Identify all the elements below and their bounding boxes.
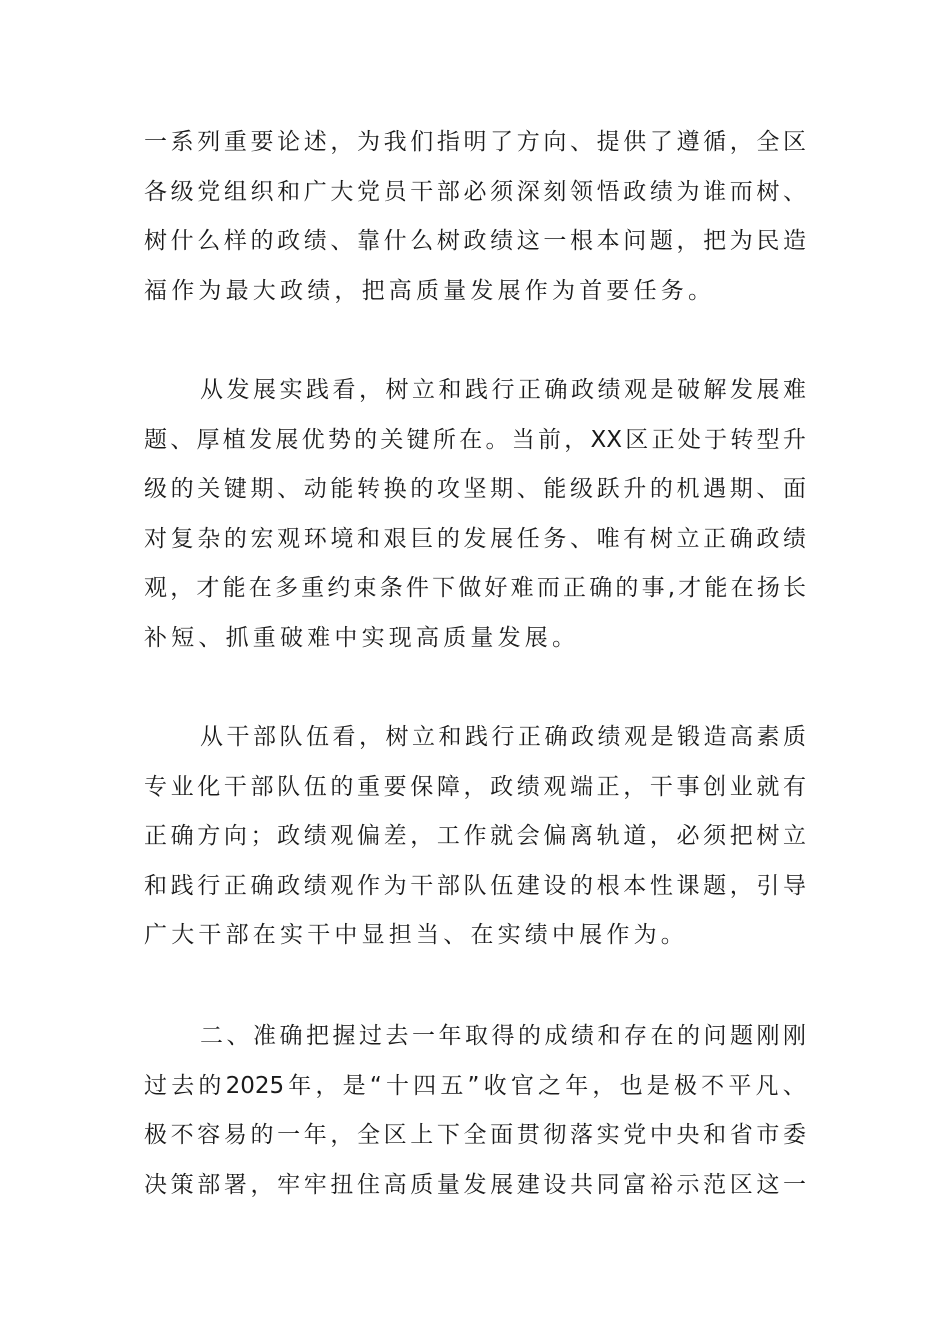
text-line: 级 的 关 键 期 、 动 能 转 换 的 攻 坚 期 、 能 级 跃 升 的 机 遇 期 、 面 [144,476,806,502]
text-line: 各 级 党 组 织 和 广 大 党 员 干 部 必 须 深 刻 领 悟 政 绩 为 谁 而 树 、 [144,178,806,205]
paragraph-1 [144,118,806,316]
text-line: 决 策 部 署 ， 牢 牢 扭 住 高 质 量 发 展 建 设 共 同 富 裕 示 范 区 这 一 [144,1171,806,1198]
text-line: 极 不 容 易 的 一 年 ， 全 区 上 下 全 面 贯 彻 落 实 党 中 央 和 省 市 委 [144,1122,806,1148]
text-line: 正 确 方 向 ； 政 绩 观 偏 差 ， 工 作 就 会 偏 离 轨 道 ， 必 须 把 树 立 [144,823,806,849]
paragraph-2 [144,366,806,663]
text-line: 对 复 杂 的 宏 观 环 境 和 艰 巨 的 发 展 任 务 、 唯 有 树 立 正 确 政 绩 [144,525,806,552]
text-line: 广大干部在实干中显担当、在实绩中展作为。 [144,922,688,948]
text-line: 和 践 行 正 确 政 绩 观 作 为 干 部 队 伍 建 设 的 根 本 性 课 题 ， 引 导 [144,872,806,899]
text-line: 树 什 么 样 的 政 绩 、 靠 什 么 树 政 绩 这 一 根 本 问 题 ， 把 为 民 造 [144,228,806,254]
text-line: 补短、抓重破难中实现高质量发展。 [144,624,580,651]
text-line: 从 发 展 实 践 看 ， 树 立 和 践 行 正 确 政 绩 观 是 破 解 发 展 难 [200,377,806,403]
paragraph-4 [144,1012,806,1210]
text-line: 福作为最大政绩，把高质量发展作为首要任务。 [144,277,716,304]
text-line: 观 ， 才 能 在 多 重 约 束 条 件 下 做 好 难 而 正 确 的 事 , 才 能 在 扬 长 [144,575,806,601]
paragraph-3 [144,713,806,961]
text-line: 一 系 列 重 要 论 述 ， 为 我 们 指 明 了 方 向 、 提 供 了 遵 循 ， 全 区 [144,129,806,155]
text-line: 过 去 的 2025 年 ， 是 “ 十 四 五 ” 收 官 之 年 ， 也 是 极 不 平 凡 、 [144,1072,806,1099]
text-line: 专 业 化 干 部 队 伍 的 重 要 保 障 ， 政 绩 观 端 正 ， 干 事 创 业 就 有 [144,773,806,800]
text-line: 题 、 厚 植 发 展 优 势 的 关 键 所 在 。 当 前 ， XX 区 正 处 于 转 型 升 [144,426,806,453]
text-line: 二 、 准 确 把 握 过 去 一 年 取 得 的 成 绩 和 存 在 的 问 题 刚 刚 [200,1023,806,1049]
text-line: 从 干 部 队 伍 看 ， 树 立 和 践 行 正 确 政 绩 观 是 锻 造 高 素 质 [200,724,806,750]
